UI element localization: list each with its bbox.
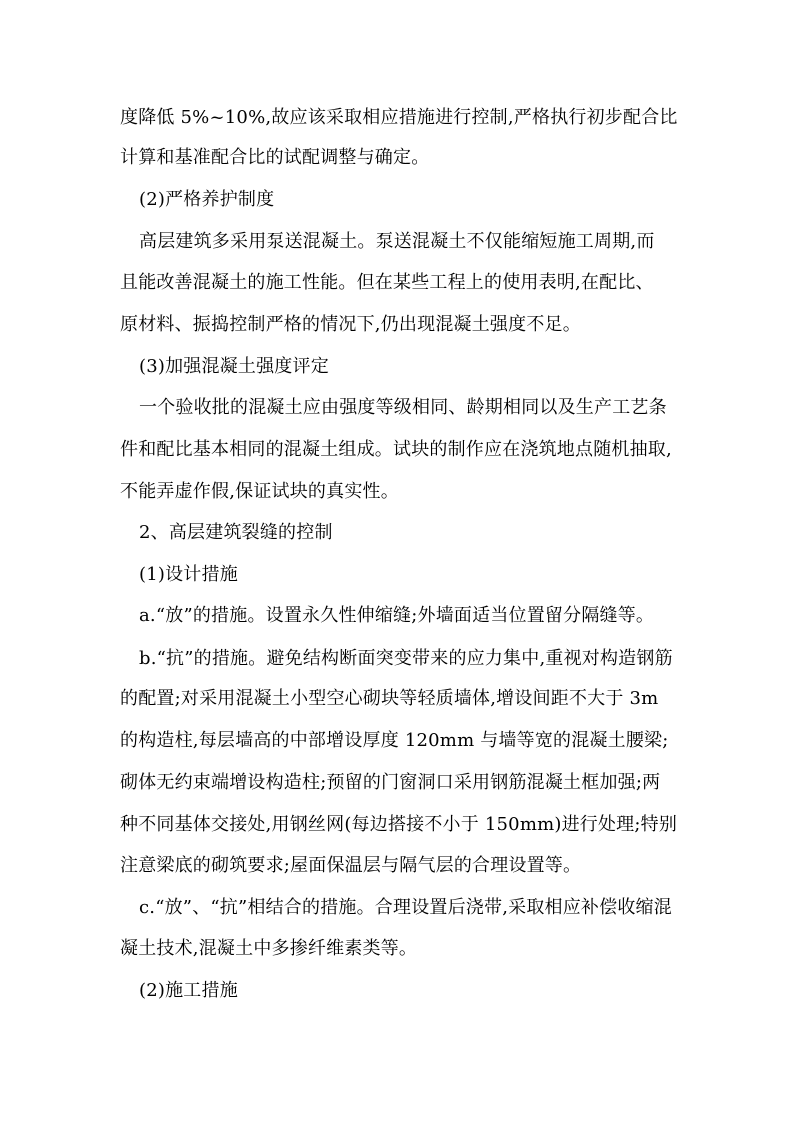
section-heading: (2)施工措施: [139, 980, 238, 1001]
text-line: 注意梁底的砌筑要求;屋面保温层与隔气层的合理设置等。: [120, 855, 582, 876]
text-line: a.“放”的措施。设置永久性伸缩缝;外墙面适当位置留分隔缝等。: [139, 605, 655, 626]
text-line: 不能弄虚作假,保证试块的真实性。: [120, 481, 399, 502]
text-line: 一个验收批的混凝土应由强度等级相同、龄期相同以及生产工艺条: [139, 397, 667, 418]
text-line: 计算和基准配合比的试配调整与确定。: [120, 147, 430, 168]
section-heading: (1)设计措施: [139, 564, 238, 585]
text-line: 高层建筑多采用泵送混凝土。泵送混凝土不仅能缩短施工周期,而: [139, 231, 655, 252]
text-line: 度降低 5%~10%,故应该采取相应措施进行控制,严格执行初步配合比: [120, 107, 678, 128]
text-line: 砌体无约束端增设构造柱;预留的门窗洞口采用钢筋混凝土框加强;两: [120, 772, 661, 793]
text-line: 件和配比基本相同的混凝土组成。试块的制作应在浇筑地点随机抽取,: [120, 439, 672, 460]
text-line: c.“放”、“抗”相结合的措施。合理设置后浇带,采取相应补偿收缩混: [139, 897, 672, 918]
text-line: 凝土技术,混凝土中多掺纤维素类等。: [120, 938, 418, 959]
section-heading: (2)严格养护制度: [139, 189, 275, 210]
text-line: b.“抗”的措施。避免结构断面突变带来的应力集中,重视对构造钢筋: [139, 648, 673, 669]
text-line: 且能改善混凝土的施工性能。但在某些工程上的使用表明,在配比、: [120, 272, 654, 293]
section-heading: 2、高层建筑裂缝的控制: [139, 522, 333, 543]
section-heading: (3)加强混凝土强度评定: [139, 356, 329, 377]
text-line: 的配置;对采用混凝土小型空心砌块等轻质墙体,增设间距不大于 3m: [120, 688, 659, 709]
text-line: 原材料、振捣控制严格的情况下,仍出现混凝土强度不足。: [120, 314, 581, 335]
text-line: 的构造柱,每层墙高的中部增设厚度 120mm 与墙等宽的混凝土腰梁;: [120, 730, 669, 751]
text-line: 种不同基体交接处,用钢丝网(每边搭接不小于 150mm)进行处理;特别: [120, 814, 678, 835]
